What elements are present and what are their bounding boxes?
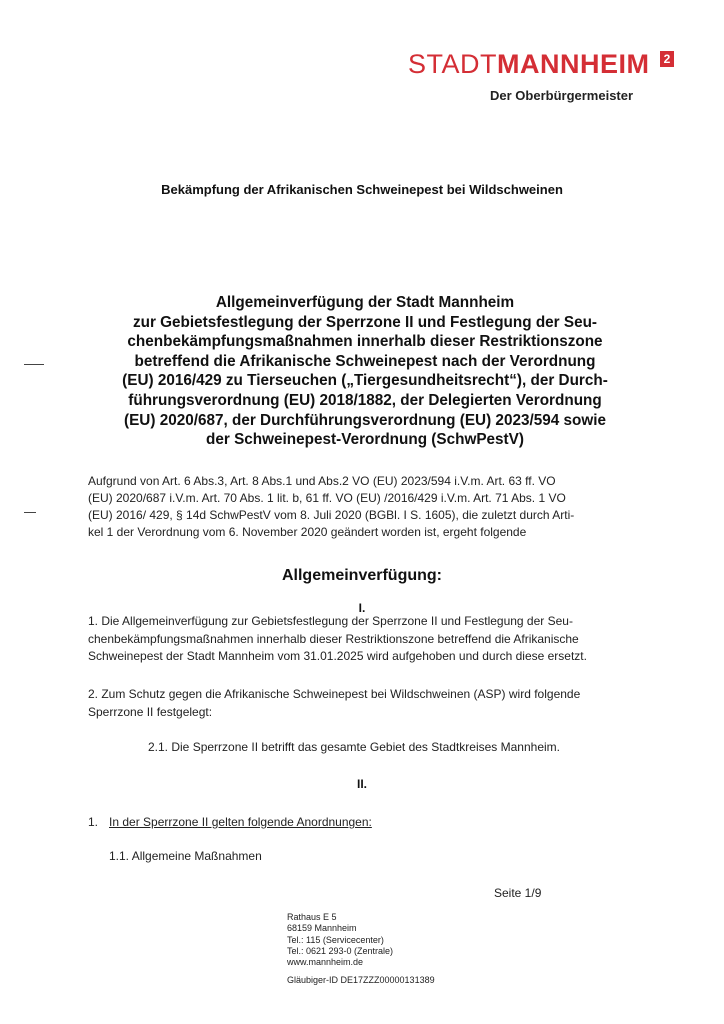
text-line: chenbekämpfungsmaßnahmen innerhalb dieser Restriktionszone betreffend die Afrikanische [88, 631, 579, 646]
title-line: Allgemeinverfügung der Stadt Mannheim [215, 294, 515, 311]
section2-item-1-1: 1.1. Allgemeine Maßnahmen [109, 849, 262, 863]
section1-item-2-1: 2.1. Die Sperrzone II betrifft das gesamte Gebiet des Stadtkreises Mannheim. [148, 740, 560, 754]
logo-badge: 2 [660, 51, 674, 67]
document-title [80, 293, 650, 450]
section1-paragraph-2 [88, 686, 636, 721]
section2-item-1-text: In der Sperrzone II gelten folgende Anordnungen: [109, 815, 372, 829]
logo-subtitle: Der Oberbürgermeister [490, 88, 634, 103]
legal-basis-paragraph [88, 473, 636, 541]
footer-address [287, 912, 393, 968]
document-subject: Bekämpfung der Afrikanischen Schweinepest bei Wildschweinen [161, 182, 563, 197]
title-line: der Schweinepest-Verordnung (SchwPestV) [206, 431, 524, 449]
footer-website-link[interactable]: www.mannheim.de [287, 957, 364, 968]
text-line: (EU) 2020/687 i.V.m. Art. 70 Abs. 1 lit. b, 61 ff. VO (EU) /2016/429 i.V.m. Art. 71 Abs. 1 VO [88, 491, 566, 505]
footer-line: Rathaus E 5 [287, 912, 337, 922]
text-line: Schweinepest der Stadt Mannheim vom 31.01.2025 wird aufgehoben und durch diese ersetzt. [88, 649, 587, 664]
title-line: (EU) 2016/429 zu Tierseuchen („Tiergesundheitsrecht“), der Durch- [122, 372, 608, 390]
text-line: Sperrzone II festgelegt: [88, 704, 213, 719]
title-line: betreffend die Afrikanische Schweinepest nach der Verordnung [134, 352, 596, 370]
creditor-id: Gläubiger-ID DE17ZZZ00000131389 [287, 975, 435, 985]
text-line: kel 1 der Verordnung vom 6. November 2020 geändert worden ist, ergeht folgende [88, 525, 527, 539]
text-line: (EU) 2016/ 429, § 14d SchwPestV vom 8. Juli 2020 (BGBl. I S. 1605), die zuletzt durch Arti- [88, 508, 575, 522]
title-line: zur Gebietsfestlegung der Sperrzone II und Festlegung der Seu- [132, 313, 598, 331]
footer-line: Tel.: 115 (Servicecenter) [287, 934, 384, 945]
logo-wordmark: STADTMANNHEIM [408, 49, 650, 79]
section-numeral-1: I. [358, 601, 366, 615]
section1-paragraph-1 [88, 613, 636, 666]
title-line: chenbekämpfungsmaßnahmen innerhalb dieser Restriktionszone [127, 333, 603, 351]
text-line: Aufgrund von Art. 6 Abs.3, Art. 8 Abs.1 und Abs.2 VO (EU) 2023/594 i.V.m. Art. 63 ff. VO [88, 474, 556, 488]
footer-line: 68159 Mannheim [287, 923, 357, 934]
text-line: 2. Zum Schutz gegen die Afrikanische Schweinepest bei Wildschweinen (ASP) wird folgende [88, 687, 581, 701]
section2-item-1-number: 1. [88, 815, 99, 829]
title-line: (EU) 2020/687, der Durchführungsverordnung (EU) 2023/594 sowie [124, 411, 606, 429]
footer-line: Tel.: 0621 293-0 (Zentrale) [287, 945, 394, 956]
fold-mark-bottom [24, 512, 36, 513]
page-number: Seite 1/9 [494, 886, 542, 900]
title-line: führungsverordnung (EU) 2018/1882, der Delegierten Verordnung [128, 391, 602, 409]
text-line: 1. Die Allgemeinverfügung zur Gebietsfestlegung der Sperrzone II und Festlegung der Seu- [88, 614, 573, 628]
city-logo [408, 48, 676, 108]
fold-mark-top [24, 364, 44, 365]
section-numeral-2: II. [356, 777, 367, 791]
decree-heading: Allgemeinverfügung: [281, 567, 442, 584]
